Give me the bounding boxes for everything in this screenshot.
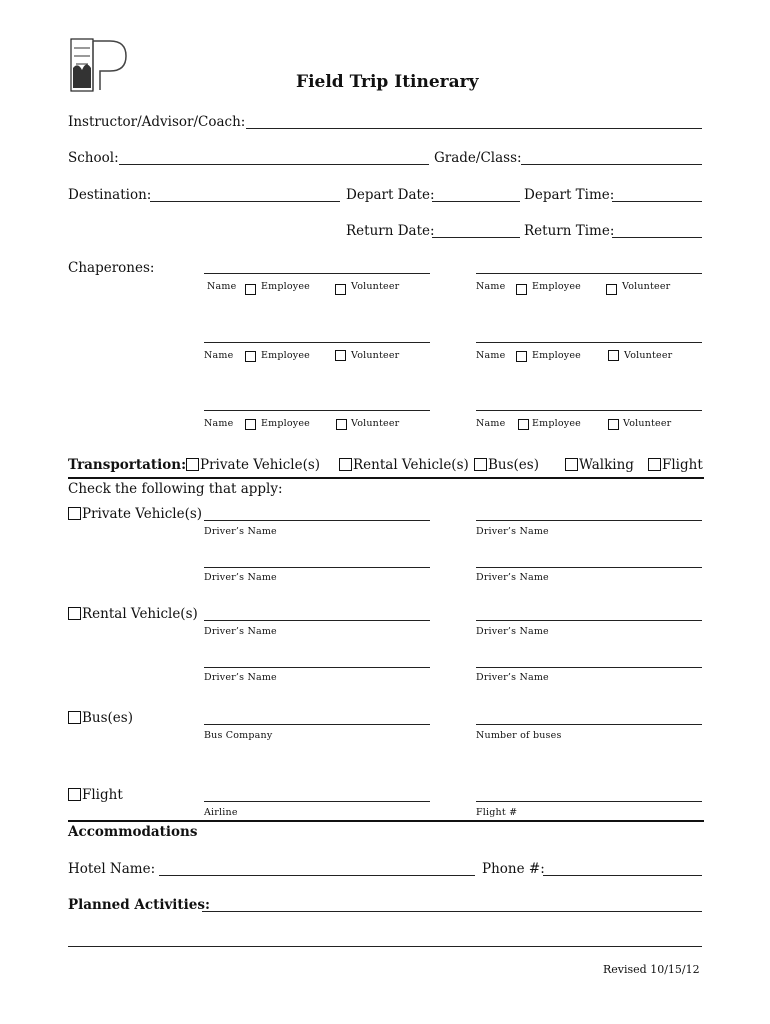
return-time-label: Return Time: — [524, 223, 615, 239]
volunteer-label: Volunteer — [351, 281, 400, 292]
driver-name-field[interactable] — [476, 620, 702, 621]
chaperones-label: Chaperones: — [68, 260, 155, 276]
destination-label: Destination: — [68, 187, 152, 203]
volunteer-checkbox[interactable] — [608, 419, 619, 430]
chaperone-name-field[interactable] — [476, 273, 702, 274]
employee-checkbox[interactable] — [516, 284, 527, 295]
chaperone-name-field[interactable] — [204, 342, 430, 343]
chaperone-name-field[interactable] — [204, 273, 430, 274]
grade-label: Grade/Class: — [434, 150, 522, 166]
bus-checkbox[interactable] — [68, 711, 81, 724]
driver-name-label: Driver’s Name — [204, 626, 277, 637]
chaperone-name-label: Name — [207, 281, 237, 292]
walking-option: Walking — [579, 457, 634, 473]
driver-name-field[interactable] — [204, 520, 430, 521]
page-title: Field Trip Itinerary — [296, 72, 479, 92]
chaperone-name-label: Name — [476, 281, 506, 292]
flight-number-field[interactable] — [476, 801, 702, 802]
flight-label: Flight — [82, 787, 123, 803]
bus-checkbox[interactable] — [474, 458, 487, 471]
chaperone-name-field[interactable] — [476, 410, 702, 411]
rental-vehicle-label: Rental Vehicle(s) — [82, 606, 198, 622]
grade-field[interactable] — [521, 164, 702, 165]
bus-label: Bus(es) — [82, 710, 133, 726]
number-of-buses-field[interactable] — [476, 724, 702, 725]
transportation-label: Transportation: — [68, 457, 187, 473]
number-of-buses-label: Number of buses — [476, 730, 562, 741]
driver-name-label: Driver’s Name — [476, 626, 549, 637]
volunteer-label: Volunteer — [623, 418, 672, 429]
return-time-field[interactable] — [612, 237, 702, 238]
depart-date-label: Depart Date: — [346, 187, 435, 203]
phone-label: Phone #: — [482, 861, 545, 877]
driver-name-label: Driver’s Name — [476, 572, 549, 583]
planned-activities-label: Planned Activities: — [68, 897, 210, 913]
chaperone-name-field[interactable] — [476, 342, 702, 343]
check-apply-text: Check the following that apply: — [68, 481, 283, 497]
instructor-label: Instructor/Advisor/Coach: — [68, 114, 246, 130]
employee-label: Employee — [532, 281, 581, 292]
driver-name-label: Driver’s Name — [204, 572, 277, 583]
depart-date-field[interactable] — [432, 201, 520, 202]
private-vehicle-checkbox[interactable] — [68, 507, 81, 520]
employee-checkbox[interactable] — [245, 284, 256, 295]
driver-name-label: Driver’s Name — [476, 526, 549, 537]
driver-name-field[interactable] — [204, 567, 430, 568]
chaperone-name-label: Name — [476, 350, 506, 361]
volunteer-label: Volunteer — [624, 350, 673, 361]
rental-vehicle-checkbox[interactable] — [339, 458, 352, 471]
volunteer-checkbox[interactable] — [606, 284, 617, 295]
chaperone-name-field[interactable] — [204, 410, 430, 411]
flight-checkbox[interactable] — [68, 788, 81, 801]
flight-option: Flight — [662, 457, 703, 473]
volunteer-checkbox[interactable] — [608, 350, 619, 361]
phone-field[interactable] — [543, 875, 702, 876]
driver-name-field[interactable] — [476, 667, 702, 668]
volunteer-checkbox[interactable] — [335, 284, 346, 295]
employee-checkbox[interactable] — [518, 419, 529, 430]
planned-activities-field[interactable] — [202, 911, 702, 912]
driver-name-label: Driver’s Name — [204, 672, 277, 683]
chaperone-name-label: Name — [476, 418, 506, 429]
school-label: School: — [68, 150, 119, 166]
employee-label: Employee — [261, 281, 310, 292]
school-field[interactable] — [119, 164, 429, 165]
depart-time-field[interactable] — [612, 201, 702, 202]
rental-vehicle-checkbox[interactable] — [68, 607, 81, 620]
driver-name-label: Driver’s Name — [204, 526, 277, 537]
hotel-name-field[interactable] — [159, 875, 475, 876]
return-date-label: Return Date: — [346, 223, 435, 239]
driver-name-field[interactable] — [476, 520, 702, 521]
section-divider — [68, 820, 704, 822]
chaperone-name-label: Name — [204, 418, 234, 429]
employee-label: Employee — [532, 418, 581, 429]
instructor-field[interactable] — [246, 128, 702, 129]
walking-checkbox[interactable] — [565, 458, 578, 471]
private-vehicle-checkbox[interactable] — [186, 458, 199, 471]
chaperone-name-label: Name — [204, 350, 234, 361]
driver-name-field[interactable] — [476, 567, 702, 568]
rental-vehicle-option: Rental Vehicle(s) — [353, 457, 469, 473]
hotel-name-label: Hotel Name: — [68, 861, 156, 877]
volunteer-label: Volunteer — [351, 418, 400, 429]
employee-label: Employee — [261, 350, 310, 361]
destination-field[interactable] — [150, 201, 340, 202]
employee-checkbox[interactable] — [516, 351, 527, 362]
bus-company-field[interactable] — [204, 724, 430, 725]
employee-checkbox[interactable] — [245, 419, 256, 430]
bus-option: Bus(es) — [488, 457, 539, 473]
flight-checkbox[interactable] — [648, 458, 661, 471]
flight-number-label: Flight # — [476, 807, 518, 818]
airline-label: Airline — [204, 807, 238, 818]
section-divider — [68, 477, 704, 479]
bus-company-label: Bus Company — [204, 730, 273, 741]
return-date-field[interactable] — [432, 237, 520, 238]
airline-field[interactable] — [204, 801, 430, 802]
volunteer-label: Volunteer — [351, 350, 400, 361]
school-logo — [70, 38, 128, 92]
driver-name-label: Driver’s Name — [476, 672, 549, 683]
revised-date: Revised 10/15/12 — [603, 963, 700, 976]
planned-activities-field[interactable] — [68, 946, 702, 947]
driver-name-field[interactable] — [204, 620, 430, 621]
volunteer-checkbox[interactable] — [336, 419, 347, 430]
private-vehicle-label: Private Vehicle(s) — [82, 506, 203, 522]
driver-name-field[interactable] — [204, 667, 430, 668]
volunteer-checkbox[interactable] — [335, 350, 346, 361]
accommodations-heading: Accommodations — [68, 824, 198, 840]
volunteer-label: Volunteer — [622, 281, 671, 292]
depart-time-label: Depart Time: — [524, 187, 615, 203]
employee-label: Employee — [261, 418, 310, 429]
employee-label: Employee — [532, 350, 581, 361]
private-vehicle-option: Private Vehicle(s) — [200, 457, 321, 473]
employee-checkbox[interactable] — [245, 351, 256, 362]
